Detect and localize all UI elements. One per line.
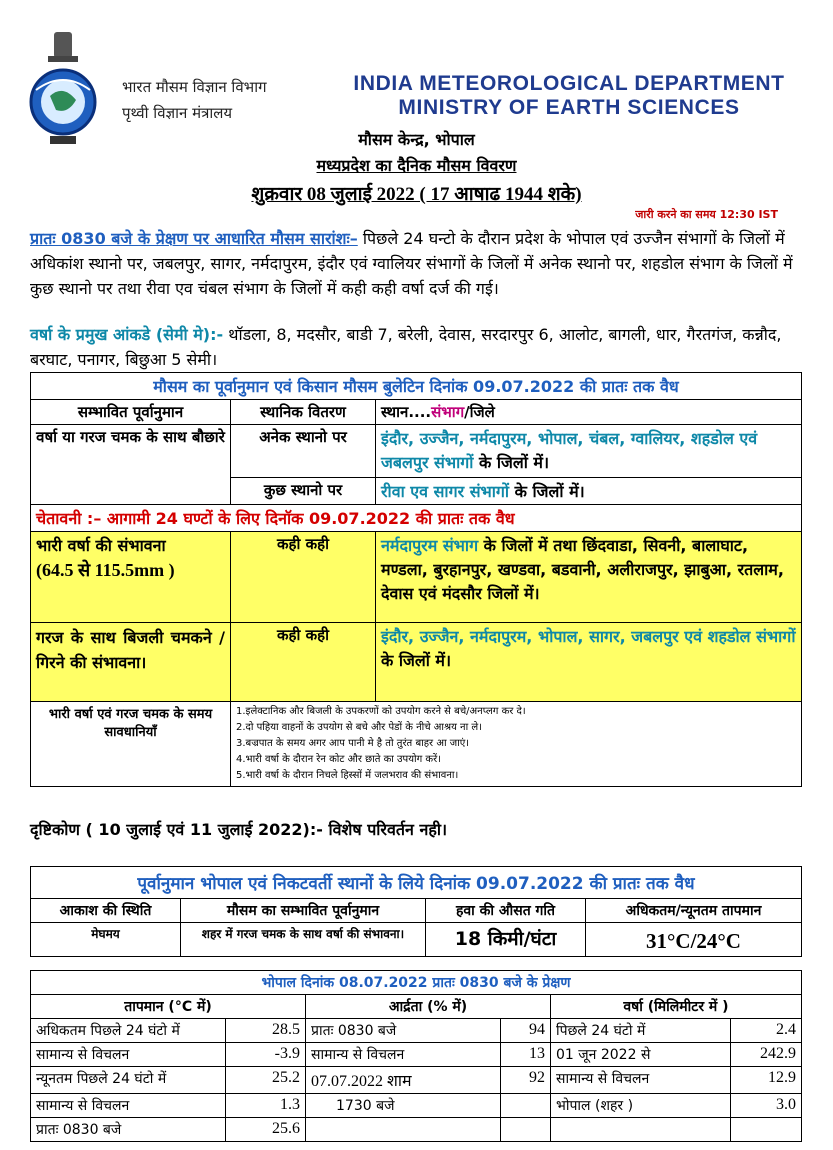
col-places-c: /जिले <box>464 403 495 421</box>
precaution-item: 2.दो पहिया वाहनों के उपयोग से बचे और पेडों के नीचे आश्रय ना ले। <box>236 722 482 733</box>
centre-name: मौसम केन्द्र, भोपाल <box>358 130 475 149</box>
obs-hum-label: सामान्य से विचलन <box>306 1043 501 1067</box>
warning-r2-suffix: के जिलों में। <box>381 651 452 670</box>
org-en-line-2: MINISTRY OF EARTH SCIENCES <box>398 96 740 119</box>
outlook-line: दृष्टिकोण ( 10 जुलाई एवं 11 जुलाई 2022):- विशेष परिवर्तन नही। <box>30 820 448 839</box>
warning-r2-label: गरज के साथ बिजली चमकने / गिरने की संभावना। <box>31 623 231 702</box>
obs-hum-label <box>306 1118 501 1142</box>
issued-time: जारी करने का समय 12:30 IST <box>635 208 778 221</box>
weather-value: शहर में गरज चमक के साथ वर्षा की संभावना। <box>181 923 426 957</box>
precaution-item: 4.भारी वर्षा के दौरान रेन कोट और छाते का उपयोग करें। <box>236 754 441 765</box>
forecast-r2-dist: कुछ स्थानो पर <box>231 478 376 505</box>
obs-temp-label: सामान्य से विचलन <box>31 1094 226 1118</box>
obs-rain-value: 242.9 <box>731 1043 802 1067</box>
obs-temp-value: 25.2 <box>226 1067 306 1094</box>
obs-rain-label: पिछले 24 घंटो में <box>551 1019 731 1043</box>
obs-rain-label: 01 जून 2022 से <box>551 1043 731 1067</box>
temp-value: 31°C/24°C <box>586 923 802 957</box>
col-places-a: स्थान.... <box>381 403 432 421</box>
obs-hum-label: 1730 बजे <box>306 1094 501 1118</box>
warning-title: चेतावनी :– आगामी 24 घण्टों के लिए दिनॉक 09.07.2022 की प्रातः तक वैध <box>31 505 802 532</box>
obs-rain-value <box>731 1118 802 1142</box>
warning-r2-dist: कही कही <box>231 623 376 702</box>
hdr-weather: मौसम का सम्भावित पूर्वानुमान <box>181 899 426 923</box>
col-places <box>376 400 802 425</box>
obs-hdr-rain: वर्षा (मिलिमीटर में ) <box>551 995 802 1019</box>
obs-temp-value: 25.6 <box>226 1118 306 1142</box>
table-row <box>31 1094 802 1118</box>
forecast-r2-places: रीवा एव सागर संभागों <box>381 482 510 501</box>
obs-hdr-temp: तापमान (°C में) <box>31 995 306 1019</box>
obs-rain-label <box>551 1118 731 1142</box>
obs-temp-label: अधिकतम पिछले 24 घंटो में <box>31 1019 226 1043</box>
forecast-table <box>30 372 802 787</box>
sky-value: मेघमय <box>31 923 181 957</box>
rain-text: थॉडला, 8, मदसौर, बाडी 7, बरेली, देवास, सरदारपुर 6, आलोट, बागली, धार, गैरतगंज, कन्नौद, बरघाट, पनागर, बिछुआ 5 सेमी। <box>30 325 782 369</box>
obs-hdr-humidity: आर्द्रता (% में) <box>306 995 551 1019</box>
warning-r1-dist: कही कही <box>231 532 376 623</box>
obs-hum-value: 92 <box>501 1067 551 1094</box>
table-row <box>31 1067 802 1094</box>
org-name-english <box>330 72 808 120</box>
forecast-r1-suffix: के जिलों में। <box>473 453 550 472</box>
col-places-b: संभाग <box>431 403 465 421</box>
table-row <box>31 1118 802 1142</box>
obs-title: भोपाल दिनांक 08.07.2022 प्रातः 0830 बजे के प्रेक्षण <box>31 971 802 995</box>
col-distribution: स्थानिक वितरण <box>231 400 376 425</box>
table-row <box>31 1043 802 1067</box>
obs-rain-label: भोपाल (शहर ) <box>551 1094 731 1118</box>
forecast-title: मौसम का पूर्वानुमान एवं किसान मौसम बुलेटिन दिनांक 09.07.2022 की प्रातः तक वैध <box>31 373 802 400</box>
wind-value: 18 किमी/घंटा <box>426 923 586 957</box>
summary-paragraph <box>30 226 810 301</box>
bhopal-observation-table <box>30 970 802 1142</box>
warning-r1-label: भारी वर्षा की संभावना <box>36 536 166 555</box>
obs-rain-value: 2.4 <box>731 1019 802 1043</box>
obs-temp-label: सामान्य से विचलन <box>31 1043 226 1067</box>
col-forecast: सम्भावित पूर्वानुमान <box>31 400 231 425</box>
forecast-r1-dist: अनेक स्थानो पर <box>231 425 376 478</box>
org-hindi-line-2: पृथ्वी विज्ञान मंत्रालय <box>122 104 233 122</box>
obs-rain-value: 12.9 <box>731 1067 802 1094</box>
hdr-temp: अधिकतम/न्यूनतम तापमान <box>586 899 802 923</box>
hdr-sky: आकाश की स्थिति <box>31 899 181 923</box>
precaution-item: 5.भारी वर्षा के दौरान निचले हिस्सों में जलभराव की संभावना। <box>236 770 459 781</box>
report-date: शुक्रवार 08 जुलाई 2022 ( 17 आषाढ 1944 शके) <box>251 184 582 205</box>
obs-hum-label: 07.07.2022 शाम <box>306 1067 501 1094</box>
warning-r1-range: (64.5 से 115.5mm ) <box>36 560 175 580</box>
warning-r2-places: इंदौर, उज्जैन, नर्मदापुरम, भोपाल, सागर, जबलपुर एवं शहडोल संभागों <box>381 627 796 646</box>
org-en-line-1: INDIA METEOROLOGICAL DEPARTMENT <box>353 72 785 95</box>
warning-r1-places: नर्मदापुरम संभाग <box>381 536 479 555</box>
obs-hum-label: प्रातः 0830 बजे <box>306 1019 501 1043</box>
org-name-hindi <box>122 74 267 126</box>
warning-r1-places-cell <box>376 532 802 623</box>
hdr-wind: हवा की औसत गति <box>426 899 586 923</box>
precaution-list <box>231 702 802 787</box>
bhopal-forecast-table <box>30 866 802 957</box>
precaution-label: भारी वर्षा एवं गरज चमक के समय सावधानियाँ <box>31 702 231 787</box>
precaution-item: 3.बज्रपात के समय अगर आप पानी मे है तो तुरंत बाहर आ जाएं। <box>236 738 470 749</box>
obs-temp-label: न्यूनतम पिछले 24 घंटो में <box>31 1067 226 1094</box>
forecast-r1-places-cell <box>376 425 802 478</box>
obs-hum-value: 13 <box>501 1043 551 1067</box>
summary-heading: प्रातः 0830 बजे के प्रेक्षण पर आधारित मौसम सारांशः– <box>30 229 358 248</box>
forecast-r2-suffix: के जिलों में। <box>509 482 585 501</box>
obs-temp-value: -3.9 <box>226 1043 306 1067</box>
obs-temp-value: 1.3 <box>226 1094 306 1118</box>
forecast-r1-places: इंदौर, उज्जैन, नर्मदापुरम, भोपाल, चंबल, ग्वालियर, शहडोल एवं जबलपुर संभागों <box>381 429 758 472</box>
rain-heading: वर्षा के प्रमुख आंकडे (सेमी मे):- <box>30 325 224 344</box>
org-hindi-line-1: भारत मौसम विज्ञान विभाग <box>122 78 267 96</box>
bhopal-forecast-title: पूर्वानुमान भोपाल एवं निकटवर्ती स्थानों के लिये दिनांक 09.07.2022 की प्रातः तक वैध <box>31 867 802 899</box>
report-title: मध्यप्रदेश का दैनिक मौसम विवरण <box>316 156 517 175</box>
obs-hum-value <box>501 1094 551 1118</box>
obs-rain-value: 3.0 <box>731 1094 802 1118</box>
forecast-r1-label: वर्षा या गरज चमक के साथ बौछारे <box>31 425 231 505</box>
forecast-r2-places-cell <box>376 478 802 505</box>
warning-r1-label-cell <box>31 532 231 623</box>
obs-rain-label: सामान्य से विचलन <box>551 1067 731 1094</box>
obs-hum-value <box>501 1118 551 1142</box>
obs-temp-label: प्रातः 0830 बजे <box>31 1118 226 1142</box>
obs-temp-value: 28.5 <box>226 1019 306 1043</box>
warning-r2-places-cell <box>376 623 802 702</box>
table-row <box>31 1019 802 1043</box>
warning-r1-rest: के जिलों में तथा छिंदवाडा, सिवनी, बालाघाट, मण्डला, बुरहानपुर, खण्डवा, बडवानी, अलीराजपुर, झाबुआ, रतलाम, देवास एवं मंदसौर जिलों में। <box>381 536 784 603</box>
rain-figures-paragraph <box>30 322 810 372</box>
obs-hum-value: 94 <box>501 1019 551 1043</box>
precaution-item: 1.इलेक्टानिक और बिजली के उपकरणों को उपयोग करने से बचे/अनप्लग कर दे। <box>236 706 526 717</box>
summary-text: पिछले 24 घन्टो के दौरान प्रदेश के भोपाल एवं उज्जैन संभागों के जिलों में अधिकांश स्थानो पर, जबलपुर, सागर, नर्मदापुरम, इंदौर एवं ग्वालियर संभागों के जिलों में अनेक स्थानो पर, शहडोल संभाग के जिलों में कुछ स्थानो पर तथा रीवा एव चंबल संभाग के जिलों में कही कही वर्षा दर्ज की गई। <box>30 229 793 298</box>
